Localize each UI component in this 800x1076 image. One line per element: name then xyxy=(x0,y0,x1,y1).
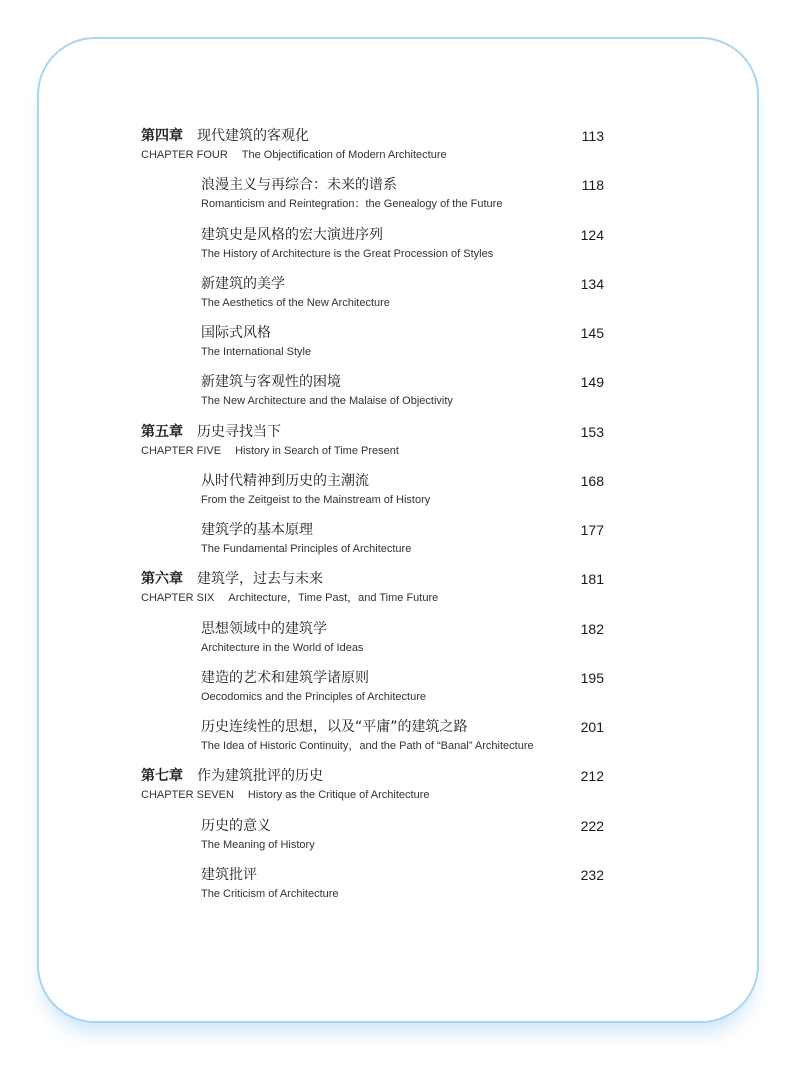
chapter-name-en: History in Search of Time Present xyxy=(235,444,399,457)
section-title-en: Architecture in the World of Ideas xyxy=(201,641,364,654)
page-number: 168 xyxy=(580,472,604,489)
chapter-name-zh: 作为建筑批评的历史 xyxy=(197,768,323,785)
chapter-title-zh xyxy=(141,127,309,145)
chapter-name-en: Architecture，Time Past，and Time Future xyxy=(228,592,439,605)
chapter-name-en: History as the Critique of Architecture xyxy=(247,789,430,802)
page-number: 181 xyxy=(580,571,604,588)
chapter-name-zh: 历史寻找当下 xyxy=(197,423,281,440)
chapter-title-zh xyxy=(141,570,323,588)
chapter-name-zh: 现代建筑的客观化 xyxy=(197,128,309,144)
chapter-number-zh: 第六章 xyxy=(141,571,183,588)
chapter-name-en: The Objectification of Modern Architecture xyxy=(241,149,447,161)
chapter-number-zh: 第五章 xyxy=(141,423,183,440)
section-title-zh: 思想领域中的建筑学 xyxy=(201,620,327,637)
section-title-zh: 建造的艺术和建筑学诸原则 xyxy=(201,669,369,686)
section-title-zh: 浪漫主义与再综合：未来的谱系 xyxy=(201,177,397,194)
chapter-title-zh xyxy=(141,767,323,785)
chapter-title-en xyxy=(141,148,447,162)
chapter-name-zh: 建筑学，过去与未来 xyxy=(197,571,323,588)
chapter-number-zh: 第四章 xyxy=(141,128,183,144)
section-title-zh: 新建筑与客观性的困境 xyxy=(201,374,341,391)
section-title-en: The History of Architecture is the Great Procession of Styles xyxy=(201,247,494,260)
page-number: 195 xyxy=(580,669,604,686)
page-number: 149 xyxy=(580,374,604,391)
section-title-en: The Criticism of Architecture xyxy=(201,887,339,900)
chapter-number-zh: 第七章 xyxy=(141,768,183,785)
page-number: 222 xyxy=(580,817,604,834)
section-title-zh: 建筑史是风格的宏大演进序列 xyxy=(201,226,383,243)
page-number: 177 xyxy=(580,522,604,538)
chapter-number-en: CHAPTER FIVE xyxy=(141,444,222,457)
section-title-en: The Fundamental Principles of Architecture xyxy=(201,543,412,555)
section-title-zh: 新建筑的美学 xyxy=(201,275,285,292)
section-title-en: From the Zeitgeist to the Mainstream of History xyxy=(201,493,431,506)
section-title-zh: 从时代精神到历史的主潮流 xyxy=(201,472,369,489)
section-title-zh: 历史的意义 xyxy=(201,817,271,834)
page-number: 182 xyxy=(580,620,604,637)
page-number: 134 xyxy=(580,275,604,292)
section-title-en: The Aesthetics of the New Architecture xyxy=(201,296,390,309)
chapter-number-en: CHAPTER SEVEN xyxy=(141,789,234,802)
section-title-zh: 建筑批评 xyxy=(201,866,257,883)
page-number: 145 xyxy=(580,325,604,341)
section-title-en: Oecodomics and the Principles of Architecture xyxy=(201,690,427,703)
section-title-zh: 国际式风格 xyxy=(201,325,271,341)
section-title-zh: 建筑学的基本原理 xyxy=(201,522,313,538)
page-number: 232 xyxy=(580,866,604,883)
section-title-zh: 历史连续性的思想，以及“平庸”的建筑之路 xyxy=(201,719,468,735)
page-number: 113 xyxy=(581,128,604,144)
page-number: 212 xyxy=(580,768,604,785)
section-title-en: Romanticism and Reintegration：the Genealogy of the Future xyxy=(201,198,503,211)
page-number: 124 xyxy=(580,226,604,243)
chapter-title-zh xyxy=(141,423,281,441)
section-title-en: The Idea of Historic Continuity，and the Path of “Banal” Architecture xyxy=(201,740,534,752)
chapter-title-en xyxy=(141,444,399,458)
chapter-number-en: CHAPTER SIX xyxy=(141,592,215,605)
section-title-en: The International Style xyxy=(201,346,312,358)
chapter-number-en: CHAPTER FOUR xyxy=(141,149,228,161)
page-number: 118 xyxy=(581,177,604,194)
section-title-en: The New Architecture and the Malaise of Objectivity xyxy=(201,395,453,408)
section-title-en: The Meaning of History xyxy=(201,838,315,851)
chapter-title-en xyxy=(141,591,438,605)
page-number: 201 xyxy=(580,719,604,735)
page-number: 153 xyxy=(580,423,604,440)
chapter-title-en xyxy=(141,788,430,802)
